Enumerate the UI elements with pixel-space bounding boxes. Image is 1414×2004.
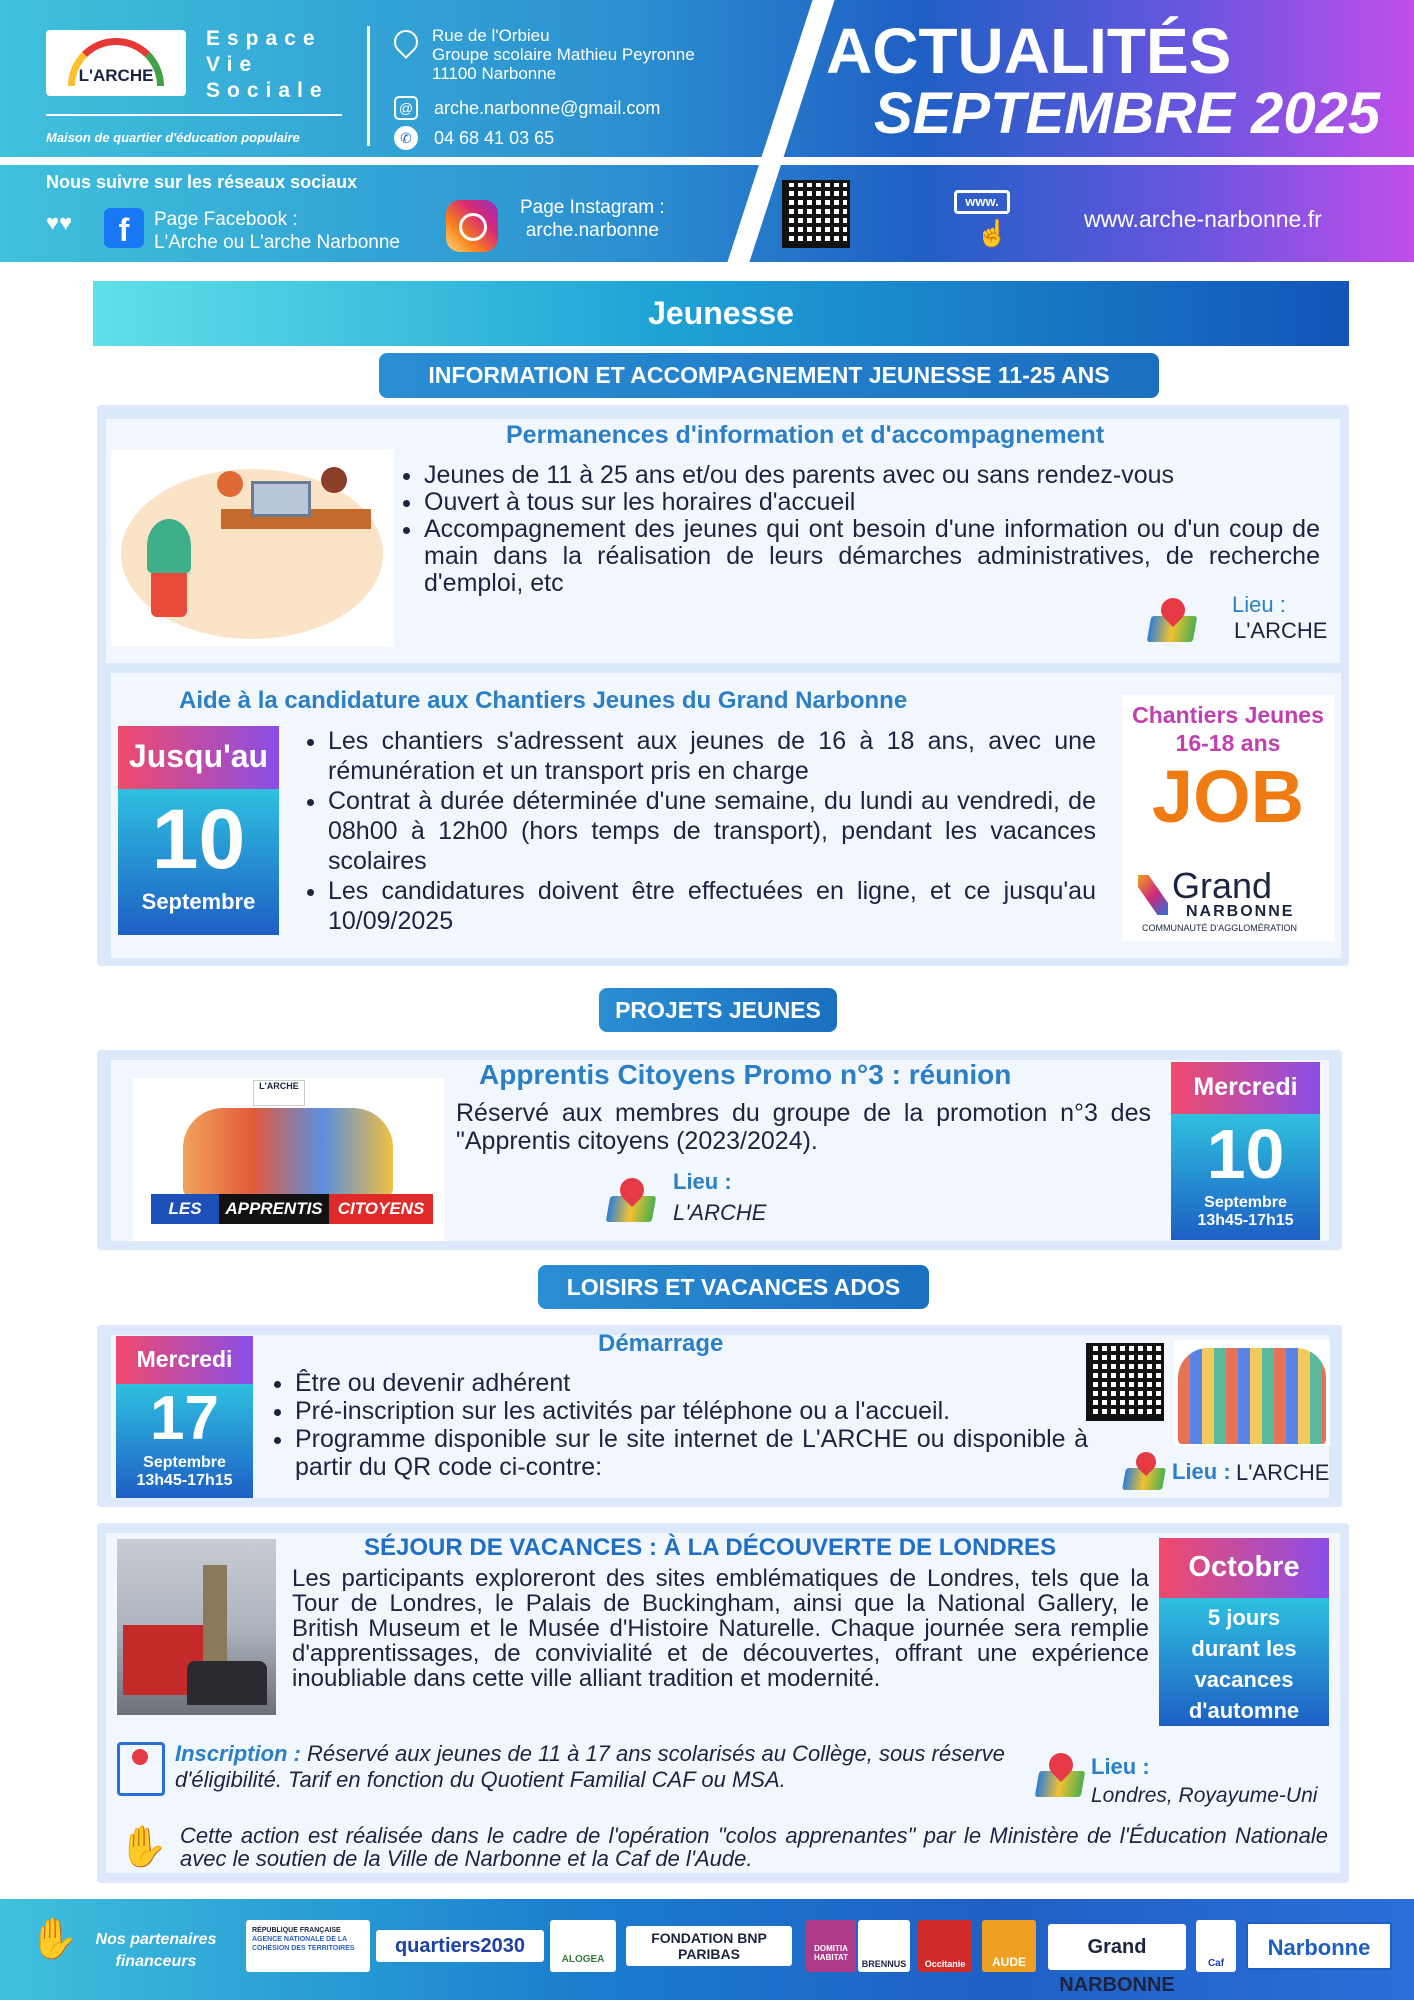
date-badge <box>116 1336 253 1498</box>
permanences-list <box>394 462 1320 597</box>
job-title-line: 16-18 ans <box>1175 730 1281 756</box>
lieu-value: L'ARCHE <box>1234 618 1328 643</box>
facebook-name: L'Arche ou L'arche Narbonne <box>154 232 400 253</box>
facebook-label: Page Facebook : <box>154 209 298 230</box>
partner-logo-aude: AUDE <box>982 1920 1036 1972</box>
espace-vie-sociale <box>206 26 329 104</box>
date-month: Octobre <box>1159 1538 1329 1598</box>
header <box>0 0 1414 262</box>
chantiers-list <box>298 726 1096 936</box>
partner-logo-caf: Caf <box>1196 1920 1236 1972</box>
date-weekday: Mercredi <box>116 1336 253 1384</box>
instagram-name: arche.narbonne <box>525 220 659 241</box>
handshake-icon: ✋ <box>29 1917 79 1961</box>
partner-logo-grand-narbonne: Grand NARBONNE <box>1048 1924 1186 1970</box>
evs-line: Espace <box>206 27 322 50</box>
lieu-label: Lieu : <box>1172 1459 1231 1484</box>
address-line: 11100 Narbonne <box>432 64 557 83</box>
job-wordmark: JOB <box>1151 755 1305 838</box>
lieu-label: Lieu : <box>673 1169 732 1194</box>
office-illustration <box>111 449 394 647</box>
teens-illustration <box>1174 1340 1330 1446</box>
loisirs-pill: LOISIRS ET VACANCES ADOS <box>538 1265 929 1309</box>
partner-logo-quartiers: quartiers2030 <box>376 1930 544 1962</box>
plant-pot <box>151 569 187 617</box>
monitor-icon <box>251 481 311 517</box>
tagline: Maison de quartier d'éducation populaire <box>46 130 300 145</box>
partners-label <box>86 1929 226 1973</box>
duration-line: durant les <box>1191 1636 1297 1661</box>
map-pin-icon <box>1124 1452 1164 1492</box>
small-logo: L'ARCHE <box>253 1080 305 1106</box>
section-title: Jeunesse <box>93 281 1349 346</box>
qr-code[interactable] <box>782 180 850 248</box>
lieu-value: L'ARCHE <box>673 1200 767 1225</box>
mail-icon: @ <box>394 96 418 120</box>
job-title-line: Chantiers Jeunes <box>1132 702 1324 728</box>
list-item: • Programme disponible sur le site internet de L'ARCHE ou disponible à partir du QR code ci-contre: <box>295 1425 1088 1481</box>
info-pill: INFORMATION ET ACCOMPAGNEMENT JEUNESSE 11-25 ANS <box>379 353 1159 398</box>
map-pin-icon <box>1037 1753 1083 1799</box>
deadline-badge <box>118 726 279 935</box>
www-icon: www. <box>954 190 1010 214</box>
list-item: • Être ou devenir adhérent <box>295 1369 1088 1397</box>
pointer-hand-icon: ☝ <box>976 218 1009 248</box>
lieu-value: Londres, Royayume-Uni <box>1091 1784 1318 1807</box>
partner-logo-alogea: ALOGEA <box>550 1920 616 1972</box>
sejour-text: Les participants exploreront des sites emblématiques de Londres, tels que la Tour de Londres, le Palais de Buckingham, ainsi que la National Gallery, le British Museum et le Musée d'Histoire Naturelle. Chaque journée sera remplie d'apprentissages, de convivialité et de découvertes, offrant une expérience inoubliable dans cette ville alliant tradition et modernité. <box>292 1565 1149 1692</box>
lieu-value: L'ARCHE <box>1236 1460 1330 1485</box>
registration-form-icon <box>117 1742 165 1796</box>
job-title <box>1122 701 1334 757</box>
date-badge <box>1171 1062 1320 1240</box>
list-item: • Les chantiers s'adressent aux jeunes de 16 à 18 ans, avec une rémunération et un transport pris en charge <box>328 726 1096 786</box>
date-month: Septembre <box>143 1454 226 1471</box>
map-pin-icon <box>1149 598 1195 644</box>
divider <box>367 26 370 146</box>
qr-code[interactable] <box>1086 1343 1164 1421</box>
partners-label-line: financeurs <box>115 1953 197 1970</box>
duration-line: vacances <box>1194 1667 1294 1692</box>
date-time: 13h45-17h15 <box>136 1472 233 1489</box>
loisirs-list <box>265 1369 1088 1481</box>
social-heading: Nous suivre sur les réseaux sociaux <box>46 172 358 192</box>
divider <box>0 157 1414 165</box>
list-item: • Pré-inscription sur les activités par téléphone ou a l'accueil. <box>295 1397 1088 1425</box>
colos-note: Cette action est réalisée dans le cadre de l'opération "colos apprenantes" par le Ministère de l'Éducation Nationale avec le soutien de la Ville de Narbonne et la Caf de l'Aude. <box>180 1823 1328 1871</box>
deadline-label: Jusqu'au <box>118 726 279 789</box>
partner-logo-anct <box>246 1920 370 1972</box>
date-day: 17 <box>150 1384 219 1453</box>
duration-line: 5 jours <box>1207 1605 1281 1630</box>
facebook-icon[interactable]: f <box>104 208 144 248</box>
banner-word: APPRENTIS <box>219 1194 329 1224</box>
hearts-icon: ♥♥ <box>46 210 73 235</box>
loisirs-title: Démarrage <box>598 1330 724 1357</box>
inscription-label: Inscription : <box>175 1741 301 1766</box>
logo-text: L'ARCHE <box>78 66 154 85</box>
banner-word: LES <box>151 1194 219 1224</box>
date-block <box>116 1384 253 1498</box>
date-badge <box>1159 1538 1329 1726</box>
people-group <box>1178 1348 1326 1444</box>
group-of-people <box>187 1661 267 1705</box>
date-time: 13h45-17h15 <box>1197 1212 1294 1229</box>
plant-icon <box>147 519 191 573</box>
inscription-text <box>175 1741 1015 1793</box>
chantiers-title: Aide à la candidature aux Chantiers Jeunes du Grand Narbonne <box>179 687 908 714</box>
list-item: • Les candidatures doivent être effectuées en ligne, et ce jusqu'au 10/09/2025 <box>328 876 1096 936</box>
arche-logo <box>46 30 186 96</box>
address <box>432 26 695 83</box>
deadline-day: 10 <box>151 792 246 886</box>
person <box>217 471 243 497</box>
instagram-link[interactable] <box>520 196 665 242</box>
phone-icon: ✆ <box>394 126 418 150</box>
london-photo <box>117 1539 276 1715</box>
address-line: Groupe scolaire Mathieu Peyronne <box>432 45 695 64</box>
date-month: Septembre <box>1204 1194 1287 1211</box>
location-pin-icon <box>389 25 423 59</box>
page-title: ACTUALITÉS <box>826 15 1232 87</box>
deadline-date <box>118 789 279 935</box>
date-block <box>1159 1598 1329 1726</box>
partner-logo-bnp: FONDATION BNP PARIBAS <box>626 1926 792 1966</box>
list-item: • Ouvert à tous sur les horaires d'accueil <box>424 489 1320 516</box>
partner-logo-domitia: DOMITIA HABITAT <box>806 1920 856 1972</box>
deadline-month: Septembre <box>141 889 256 914</box>
projets-pill: PROJETS JEUNES <box>599 988 837 1032</box>
address-line: Rue de l'Orbieu <box>432 26 550 45</box>
instagram-label: Page Instagram : <box>520 197 665 218</box>
phone[interactable]: 04 68 41 03 65 <box>434 128 555 148</box>
partner-logo-narbonne: Narbonne <box>1246 1922 1392 1970</box>
partner-name: AGENCE NATIONALE DE LA COHÉSION DES TERRITOIRES <box>252 1936 355 1952</box>
evs-line: Vie <box>206 53 259 76</box>
lieu-label: Lieu : <box>1232 592 1286 617</box>
website-link[interactable]: www.arche-narbonne.fr <box>1084 206 1322 232</box>
date-day: 10 <box>1206 1115 1285 1193</box>
handshake-icon: ✋ <box>118 1825 168 1869</box>
avatar <box>132 1749 148 1765</box>
map-pin-icon <box>608 1178 654 1224</box>
lieu-label: Lieu : <box>1091 1754 1150 1779</box>
sejour-title: SÉJOUR DE VACANCES : À LA DÉCOUVERTE DE LONDRES <box>364 1534 1057 1561</box>
partner-logo-brennus: BRENNUS <box>858 1920 910 1972</box>
person <box>321 467 347 493</box>
partner-logo-occitanie: Occitanie <box>918 1920 972 1972</box>
list-item: • Jeunes de 11 à 25 ans et/ou des parents avec ou sans rendez-vous <box>424 462 1320 489</box>
gn-wordmark-2: NARBONNE <box>1186 903 1295 920</box>
inscription-value: Réservé aux jeunes de 11 à 17 ans scolarisés au Collège, sous réserve d'éligibilité. Tarif en fonction du Quotient Familial CAF ou MSA. <box>175 1741 1005 1792</box>
date-weekday: Mercredi <box>1171 1062 1320 1114</box>
big-ben <box>203 1565 227 1665</box>
apprentis-illustration <box>133 1078 444 1241</box>
people-group <box>183 1108 393 1198</box>
projets-title: Apprentis Citoyens Promo n°3 : réunion <box>479 1059 1012 1090</box>
divider <box>46 114 342 116</box>
grand-narbonne-logo-icon <box>1138 875 1168 915</box>
projets-text: Réservé aux membres du groupe de la promotion n°3 des "Apprentis citoyens (2023/2024). <box>456 1099 1151 1155</box>
gn-wordmark: Grand <box>1172 865 1273 906</box>
list-item: • Contrat à durée déterminée d'une semaine, du lundi au vendredi, de 08h00 à 12h00 (hors temps de transport), pendant les vacances scolaires <box>328 786 1096 876</box>
duration-line: d'automne <box>1188 1698 1300 1723</box>
job-visual <box>1122 695 1334 941</box>
partners-label-line: Nos partenaires <box>95 1931 217 1948</box>
facebook-link[interactable] <box>154 208 400 254</box>
instagram-icon[interactable] <box>446 200 498 252</box>
date-block <box>1171 1114 1320 1240</box>
partner-name: RÉPUBLIQUE FRANÇAISE <box>252 1927 341 1934</box>
page-subtitle: SEPTEMBRE 2025 <box>874 81 1381 146</box>
gn-wordmark-3: COMMUNAUTÉ D'AGGLOMÉRATION <box>1142 923 1298 933</box>
email[interactable]: arche.narbonne@gmail.com <box>434 98 661 118</box>
banner-word: CITOYENS <box>329 1194 433 1224</box>
evs-line: Sociale <box>206 79 329 102</box>
list-item: • Accompagnement des jeunes qui ont besoin d'une information ou d'un coup de main dans la réalisation de leurs démarches administratives, de recherche d'emploi, etc <box>424 516 1320 597</box>
permanences-title: Permanences d'information et d'accompagnement <box>506 421 1105 449</box>
